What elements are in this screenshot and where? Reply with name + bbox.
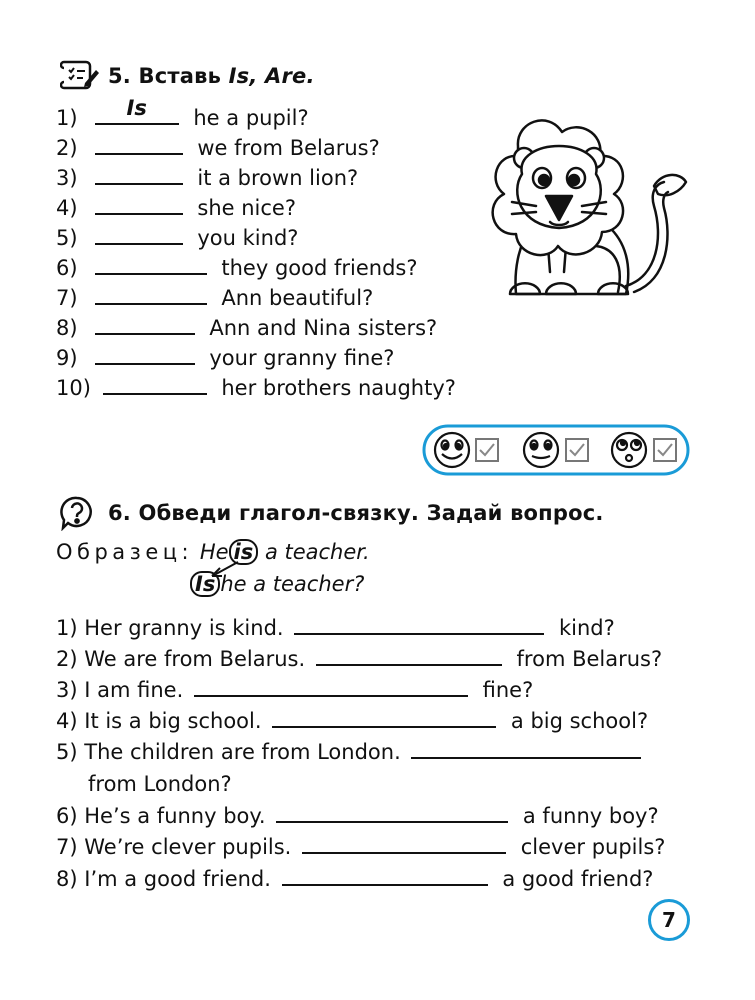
checkbox-1[interactable] (475, 438, 499, 466)
answer-blank[interactable] (411, 737, 641, 759)
exercise-6-heading: Обведи глагол-связку. Задай вопрос. (138, 501, 604, 525)
lion-illustration (458, 96, 698, 320)
answer-blank[interactable] (276, 801, 508, 823)
exercise-5-heading: Вставь (138, 64, 222, 88)
list-item: 1) Her granny is kind. kind? (56, 613, 615, 643)
list-item: 6) they good friends? (56, 253, 456, 283)
exercise-5-title (108, 64, 315, 88)
sample-line-2: Is he a teacher? (190, 569, 364, 599)
list-item: 2) we from Belarus? (56, 133, 456, 163)
answer-blank[interactable] (95, 223, 183, 245)
checkbox-2[interactable] (565, 438, 589, 466)
list-item: 5) The children are from London. (56, 737, 649, 767)
exercise-5-number: 5. (108, 64, 131, 88)
thinking-face-icon[interactable] (609, 430, 649, 474)
list-item: 3) it a brown lion? (56, 163, 456, 193)
list-item: 5) you kind? (56, 223, 456, 253)
answer-text: Is (126, 96, 147, 120)
answer-blank[interactable] (95, 133, 183, 155)
list-item: 8) Ann and Nina sisters? (56, 313, 456, 343)
list-item: 4) she nice? (56, 193, 456, 223)
list-item: 10) her brothers naughty? (56, 373, 456, 403)
answer-blank[interactable] (294, 613, 544, 635)
answer-blank[interactable] (194, 675, 468, 697)
list-item: 2) We are from Belarus. from Belarus? (56, 644, 662, 674)
list-item: 6) He’s a funny boy. a funny boy? (56, 801, 659, 831)
list-item: 4) It is a big school. a big school? (56, 706, 648, 736)
answer-blank[interactable] (95, 96, 179, 125)
list-item: 3) I am fine. fine? (56, 675, 533, 705)
list-item: 7) Ann beautiful? (56, 283, 456, 313)
list-item: 7) We’re clever pupils. clever pupils? (56, 832, 665, 862)
answer-blank[interactable] (282, 864, 488, 886)
neutral-face-icon[interactable] (521, 430, 561, 474)
answer-blank[interactable] (272, 706, 496, 728)
list-item-continuation: from London? (88, 772, 232, 796)
writing-task-icon (60, 56, 100, 96)
answer-blank[interactable] (302, 832, 506, 854)
answer-blank[interactable] (95, 193, 183, 215)
circled-verb: is (229, 539, 259, 565)
list-item: 1) Is he a pupil? (56, 103, 456, 133)
sample-line-1: Образец: He is a teacher. (56, 540, 370, 564)
answer-blank[interactable] (103, 373, 207, 395)
answer-blank[interactable] (95, 313, 195, 335)
happy-face-icon[interactable] (432, 430, 472, 474)
exercise-5-list (56, 96, 456, 403)
question-icon (60, 495, 94, 535)
sample-label: Образец: (56, 540, 194, 564)
list-item: 8) I’m a good friend. a good friend? (56, 864, 653, 894)
exercise-6-number: 6. (108, 501, 131, 525)
list-item: 9) your granny fine? (56, 343, 456, 373)
answer-blank[interactable] (95, 283, 207, 305)
answer-blank[interactable] (95, 253, 207, 275)
exercise-6-title (108, 501, 604, 525)
checkbox-3[interactable] (653, 438, 677, 466)
answer-blank[interactable] (316, 644, 502, 666)
answer-blank[interactable] (95, 343, 195, 365)
answer-blank[interactable] (95, 163, 183, 185)
exercise-5-words: Is, Are. (228, 64, 315, 88)
circled-verb: Is (190, 571, 220, 597)
page-number: 7 (648, 899, 690, 941)
